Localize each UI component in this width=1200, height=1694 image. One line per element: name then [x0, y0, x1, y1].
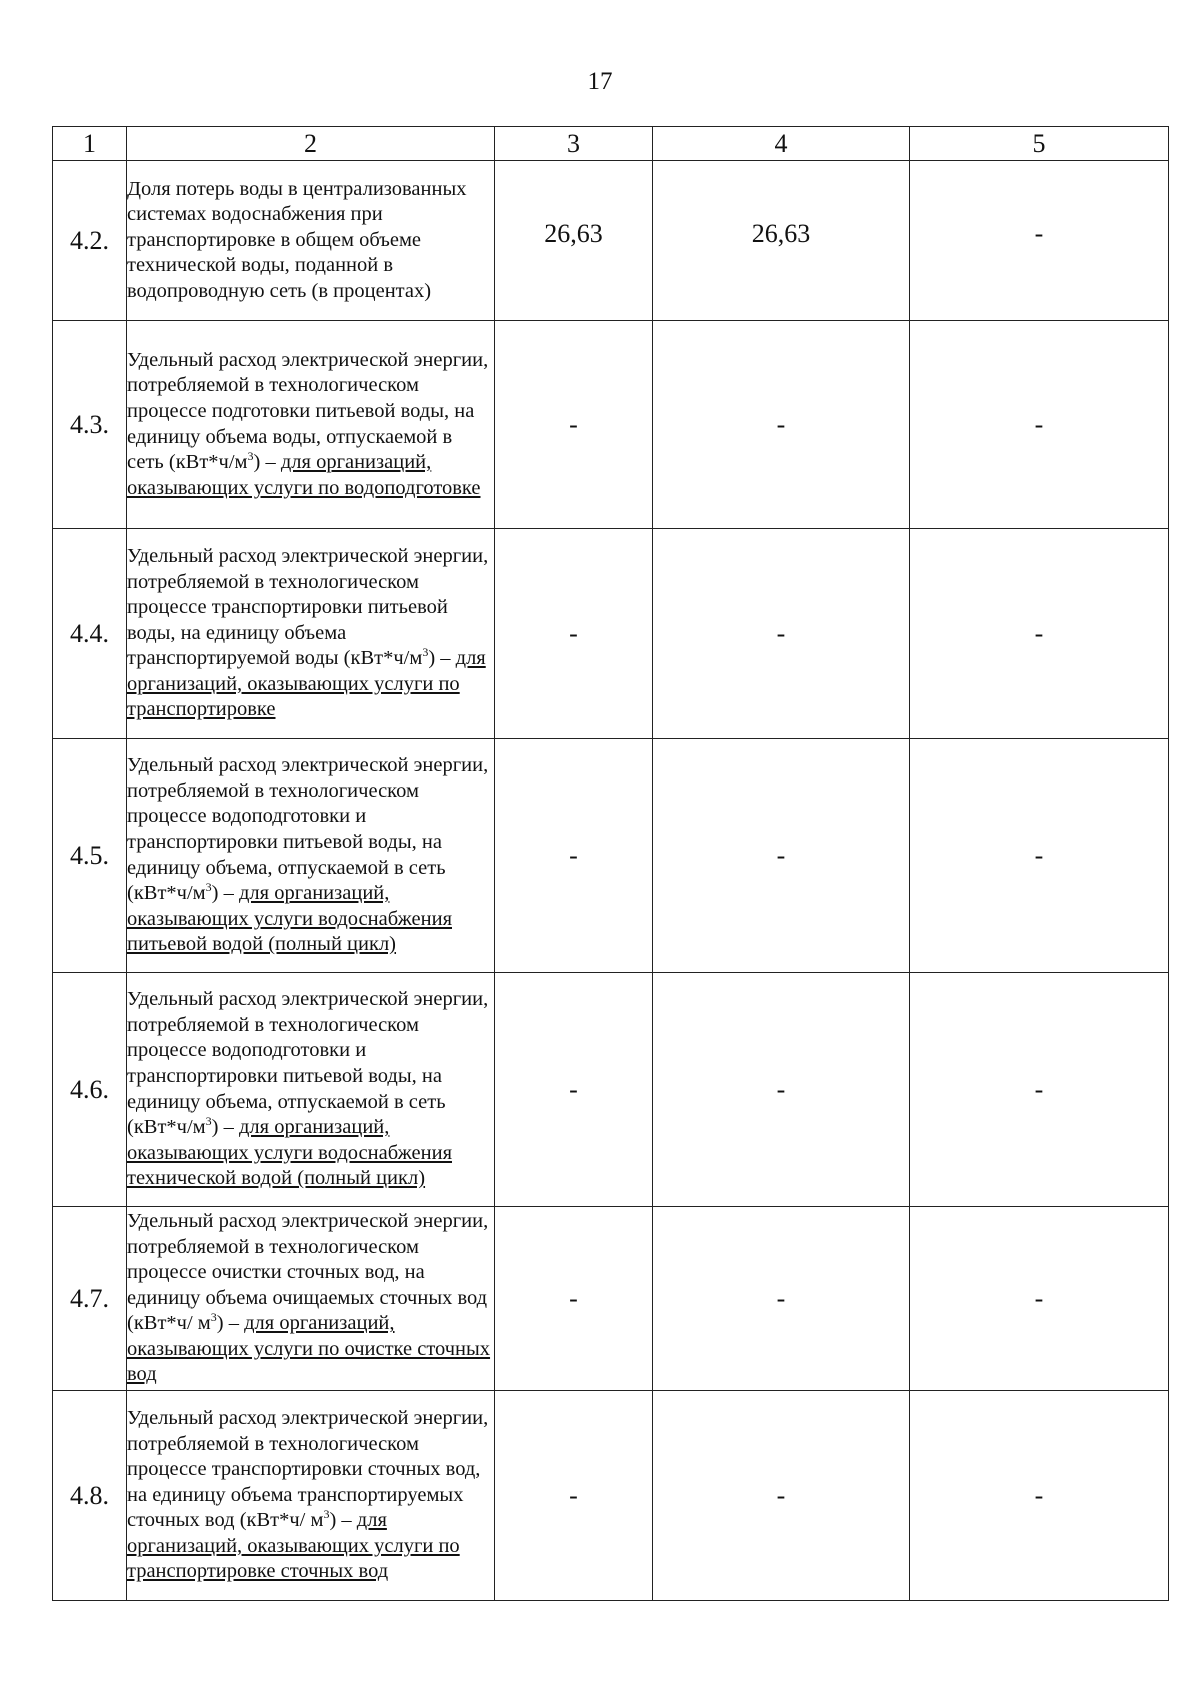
table-row — [53, 529, 1169, 739]
row-number: 4.2. — [53, 161, 127, 321]
col5-value: - — [910, 1207, 1169, 1391]
row-description: Удельный расход электрической энергии, потребляемой в технологическом процессе транспортировки питьевой воды, на единицу объема транспортируемой воды $(кВт*ч/м^3)$ – для организаций, оказывающих услуги по транспортировке — [127, 529, 495, 739]
row-description: Удельный расход электрической энергии, потребляемой в технологическом процессе подготовки питьевой воды, на единицу объема воды, отпускаемой в сеть $(кВт*ч/м^3)$ – для организаций, оказывающих услуги по водоподготовке — [127, 321, 495, 529]
col3-value: - — [495, 1207, 653, 1391]
header-col-5: 5 — [910, 127, 1169, 161]
col5-value: - — [910, 973, 1169, 1207]
page-number: 17 — [587, 68, 613, 95]
col3-value: - — [495, 1391, 653, 1601]
row-description: Удельный расход электрической энергии, потребляемой в технологическом процессе водоподготовки и транспортировки питьевой воды, на единицу объема, отпускаемой в сеть $(кВт*ч/м^3)$ – для организаций, оказывающих услуги водоснабжения питьевой водой (полный цикл) — [127, 739, 495, 973]
row-description: Доля потерь воды в централизованных системах водоснабжения при транспортировке в общем объеме технической воды, поданной в водопроводную сеть (в процентах) — [127, 161, 495, 321]
table-row — [53, 1391, 1169, 1601]
table-row — [53, 321, 1169, 529]
row-number: 4.3. — [53, 321, 127, 529]
table-row — [53, 161, 1169, 321]
header-col-1: 1 — [53, 127, 127, 161]
row-number: 4.7. — [53, 1207, 127, 1391]
row-number: 4.5. — [53, 739, 127, 973]
col5-value: - — [910, 321, 1169, 529]
row-description: Удельный расход электрической энергии, потребляемой в технологическом процессе транспортировки сточных вод, на единицу объема транспортируемых сточных вод (кВт*ч/ $м^3$) – для организаций, оказывающих услуги по транспортировке сточных вод — [127, 1391, 495, 1601]
row-description: Удельный расход электрической энергии, потребляемой в технологическом процессе водоподготовки и транспортировки питьевой воды, на единицу объема, отпускаемой в сеть $(кВт*ч/м^3)$ – для организаций, оказывающих услуги водоснабжения технической водой (полный цикл) — [127, 973, 495, 1207]
col4-value: - — [653, 739, 910, 973]
indicators-table — [52, 126, 1169, 1601]
col3-value: - — [495, 973, 653, 1207]
col4-value: - — [653, 1391, 910, 1601]
col4-value: - — [653, 529, 910, 739]
col5-value: - — [910, 161, 1169, 321]
header-col-3: 3 — [495, 127, 653, 161]
col4-value: - — [653, 321, 910, 529]
col3-value: - — [495, 321, 653, 529]
header-col-2: 2 — [127, 127, 495, 161]
col5-value: - — [910, 1391, 1169, 1601]
col5-value: - — [910, 529, 1169, 739]
row-number: 4.8. — [53, 1391, 127, 1601]
header-row — [53, 127, 1169, 161]
col4-value: - — [653, 1207, 910, 1391]
col4-value: 26,63 — [653, 161, 910, 321]
row-number: 4.4. — [53, 529, 127, 739]
table-row — [53, 973, 1169, 1207]
header-col-4: 4 — [653, 127, 910, 161]
row-number: 4.6. — [53, 973, 127, 1207]
col3-value: - — [495, 529, 653, 739]
table-row — [53, 1207, 1169, 1391]
col5-value: - — [910, 739, 1169, 973]
table-row — [53, 739, 1169, 973]
col4-value: - — [653, 973, 910, 1207]
col3-value: - — [495, 739, 653, 973]
col3-value: 26,63 — [495, 161, 653, 321]
row-description: Удельный расход электрической энергии, потребляемой в технологическом процессе очистки сточных вод, на единицу объема очищаемых сточных вод (кВт*ч/ $м^3$) – для организаций, оказывающих услуги по очистке сточных вод — [127, 1207, 495, 1391]
